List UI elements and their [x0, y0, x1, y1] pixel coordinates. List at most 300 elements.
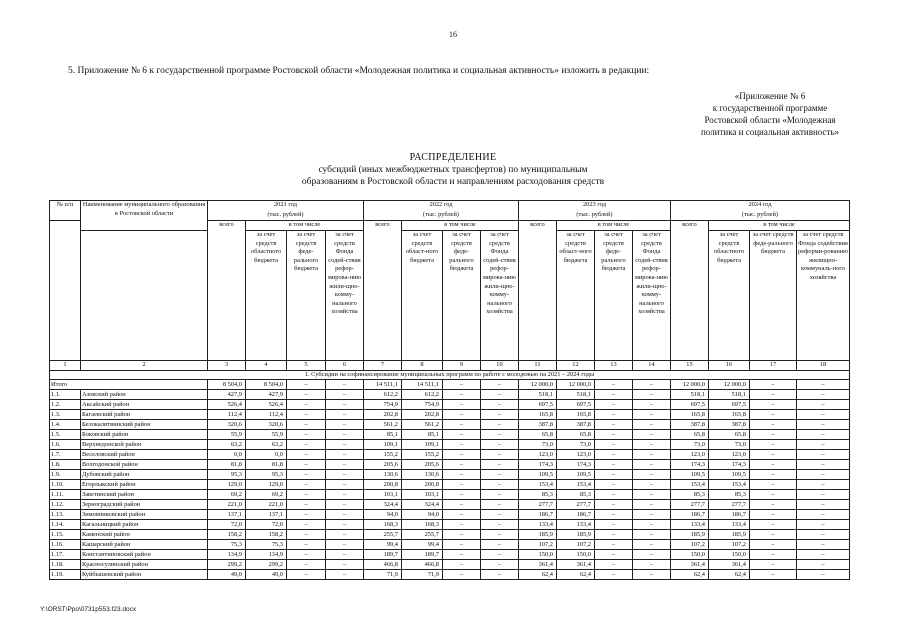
- table-cell: –: [633, 520, 671, 530]
- table-cell: –: [287, 500, 326, 510]
- table-cell: 129,0: [246, 480, 287, 490]
- table-cell: –: [595, 560, 633, 570]
- table-cell: 12 000,0: [519, 380, 557, 390]
- table-cell: 65,8: [671, 430, 709, 440]
- table-cell: –: [797, 520, 850, 530]
- table-row: [50, 410, 850, 420]
- table-cell: 185,9: [519, 530, 557, 540]
- table-cell: –: [797, 420, 850, 430]
- table-cell: 109,5: [519, 470, 557, 480]
- table-cell: 14 511,1: [402, 380, 443, 390]
- table-cell: 85,3: [671, 490, 709, 500]
- table-cell: 103,1: [402, 490, 443, 500]
- table-cell: –: [287, 460, 326, 470]
- table-cell: –: [595, 440, 633, 450]
- header-housing-fund: за счет средств Фонда содей-ствия рефор-мирова-нию жили-щно-комму-нального хозяйства: [481, 231, 519, 361]
- row-number: 1.17.: [50, 550, 81, 560]
- table-cell: 8 504,0: [246, 380, 287, 390]
- column-number: 4: [246, 361, 287, 371]
- table-cell: –: [481, 420, 519, 430]
- row-number: 1.7.: [50, 450, 81, 460]
- table-cell: 14 511,1: [364, 380, 402, 390]
- table-cell: 99,4: [402, 540, 443, 550]
- table-row: [50, 390, 850, 400]
- table-cell: 85,1: [402, 430, 443, 440]
- table-cell: –: [443, 380, 481, 390]
- table-cell: –: [443, 430, 481, 440]
- table-cell: 255,7: [402, 530, 443, 540]
- column-number: 9: [443, 361, 481, 371]
- municipality-name: Багаевский район: [81, 410, 208, 420]
- table-cell: –: [750, 440, 797, 450]
- header-unit: (тыс. рублей): [208, 211, 364, 221]
- table-cell: –: [595, 400, 633, 410]
- table-cell: 361,4: [671, 560, 709, 570]
- section-title: 1. Субсидии на софинансирование муниципальных программ по работе с молодежью на 2021 – 2024 годы: [50, 370, 850, 380]
- row-number: 1.19.: [50, 570, 81, 580]
- header-federal-budget: за счет средств феде-рального бюджета: [443, 231, 481, 361]
- header-federal-budget: за счет средств феде-рального бюджета: [750, 231, 797, 361]
- total-row: [50, 380, 850, 390]
- row-number: 1.1.: [50, 390, 81, 400]
- table-cell: 62,4: [709, 570, 750, 580]
- table-cell: –: [481, 530, 519, 540]
- row-number: 1.14.: [50, 520, 81, 530]
- table-cell: 174,3: [519, 460, 557, 470]
- table-row: [50, 440, 850, 450]
- table-cell: 361,4: [557, 560, 595, 570]
- table-cell: –: [750, 570, 797, 580]
- table-cell: –: [287, 540, 326, 550]
- table-cell: –: [750, 420, 797, 430]
- intro-paragraph: 5. Приложение № 6 к государственной программе Ростовской области «Молодежная политика и социальная активность» изложить в редакции:: [68, 66, 650, 76]
- table-cell: –: [797, 560, 850, 570]
- table-cell: –: [326, 420, 364, 430]
- table-cell: –: [443, 460, 481, 470]
- table-cell: 186,7: [671, 510, 709, 520]
- table-cell: –: [481, 570, 519, 580]
- municipality-name: Боковский район: [81, 430, 208, 440]
- header-including: в том числе: [402, 221, 519, 231]
- table-cell: –: [326, 560, 364, 570]
- table-row: [50, 480, 850, 490]
- table-cell: 73,0: [709, 440, 750, 450]
- header-total: всего: [519, 221, 557, 361]
- table-cell: –: [595, 450, 633, 460]
- table-cell: 754,9: [402, 400, 443, 410]
- column-number: 10: [481, 361, 519, 371]
- table-cell: –: [326, 450, 364, 460]
- column-number: 16: [709, 361, 750, 371]
- table-cell: –: [633, 440, 671, 450]
- table-cell: 75,3: [208, 540, 246, 550]
- table-cell: 123,0: [557, 450, 595, 460]
- table-cell: –: [326, 400, 364, 410]
- row-number: 1.15.: [50, 530, 81, 540]
- table-cell: 324,4: [402, 500, 443, 510]
- table-cell: 466,8: [402, 560, 443, 570]
- table-row: [50, 530, 850, 540]
- table-cell: 137,1: [208, 510, 246, 520]
- table-cell: 8 504,0: [208, 380, 246, 390]
- municipality-name: Веселовский район: [81, 450, 208, 460]
- column-number: 6: [326, 361, 364, 371]
- title-subline: образованиям в Ростовской области и направлениям расходования средств: [301, 177, 605, 187]
- table-cell: –: [595, 470, 633, 480]
- table-cell: –: [633, 570, 671, 580]
- table-cell: 73,0: [671, 440, 709, 450]
- table-cell: –: [287, 490, 326, 500]
- table-cell: –: [326, 460, 364, 470]
- table-cell: –: [750, 490, 797, 500]
- table-cell: –: [443, 420, 481, 430]
- table-cell: –: [633, 450, 671, 460]
- table-cell: 150,0: [709, 550, 750, 560]
- table-cell: –: [287, 560, 326, 570]
- table-cell: 150,0: [671, 550, 709, 560]
- table-cell: –: [443, 570, 481, 580]
- table-cell: 324,4: [364, 500, 402, 510]
- table-cell: –: [797, 510, 850, 520]
- table-cell: –: [326, 530, 364, 540]
- table-cell: 165,8: [671, 410, 709, 420]
- header-including: в том числе: [246, 221, 364, 231]
- header-unit: (тыс. рублей): [364, 211, 519, 221]
- table-cell: –: [443, 540, 481, 550]
- table-cell: –: [797, 390, 850, 400]
- table-cell: 150,0: [519, 550, 557, 560]
- table-cell: –: [633, 510, 671, 520]
- table-cell: –: [595, 530, 633, 540]
- table-cell: –: [750, 400, 797, 410]
- table-cell: 518,1: [671, 390, 709, 400]
- table-cell: 697,5: [557, 400, 595, 410]
- table-cell: 427,9: [246, 390, 287, 400]
- table-cell: –: [326, 410, 364, 420]
- table-cell: –: [443, 400, 481, 410]
- table-cell: –: [797, 430, 850, 440]
- table-cell: –: [287, 570, 326, 580]
- table-cell: –: [443, 530, 481, 540]
- table-cell: –: [287, 470, 326, 480]
- table-cell: –: [750, 510, 797, 520]
- table-cell: 71,9: [402, 570, 443, 580]
- table-cell: –: [633, 530, 671, 540]
- table-cell: –: [797, 400, 850, 410]
- column-number: 7: [364, 361, 402, 371]
- table-cell: –: [750, 550, 797, 560]
- header-year-2022: 2022 год: [364, 201, 519, 211]
- table-cell: –: [797, 410, 850, 420]
- column-number: 2: [81, 361, 208, 371]
- table-row: [50, 490, 850, 500]
- table-cell: –: [633, 460, 671, 470]
- table-cell: 387,8: [557, 420, 595, 430]
- table-cell: 134,9: [208, 550, 246, 560]
- column-number: 11: [519, 361, 557, 371]
- row-number: 1.10.: [50, 480, 81, 490]
- table-cell: –: [481, 440, 519, 450]
- table-cell: 95,3: [208, 470, 246, 480]
- table-cell: –: [481, 380, 519, 390]
- table-cell: 299,2: [246, 560, 287, 570]
- table-row: [50, 450, 850, 460]
- municipality-name: Красносулинский район: [81, 560, 208, 570]
- table-cell: 185,9: [671, 530, 709, 540]
- table-cell: 94,0: [402, 510, 443, 520]
- table-cell: –: [326, 520, 364, 530]
- table-cell: 518,1: [709, 390, 750, 400]
- header-regional-budget: за счет средств област-ного бюджета: [402, 231, 443, 361]
- table-cell: –: [287, 390, 326, 400]
- table-cell: –: [750, 450, 797, 460]
- table-cell: –: [633, 500, 671, 510]
- row-number: 1.5.: [50, 430, 81, 440]
- table-cell: 107,2: [709, 540, 750, 550]
- table-cell: 73,0: [557, 440, 595, 450]
- table-cell: –: [443, 500, 481, 510]
- table-cell: –: [797, 380, 850, 390]
- table-cell: 466,8: [364, 560, 402, 570]
- table-cell: –: [287, 400, 326, 410]
- appendix-line: «Приложение № 6: [734, 91, 806, 101]
- header-federal-budget: за счет средств феде-рального бюджета: [595, 231, 633, 361]
- table-cell: 186,7: [709, 510, 750, 520]
- header-year-2024: 2024 год: [671, 201, 850, 211]
- table-cell: 427,9: [208, 390, 246, 400]
- table-cell: –: [443, 440, 481, 450]
- table-cell: –: [595, 520, 633, 530]
- table-cell: 130,6: [364, 470, 402, 480]
- table-cell: 155,2: [364, 450, 402, 460]
- table-cell: –: [797, 530, 850, 540]
- table-cell: –: [481, 550, 519, 560]
- table-cell: 81,8: [246, 460, 287, 470]
- table-row: [50, 550, 850, 560]
- row-number: 1.9.: [50, 470, 81, 480]
- column-number: 5: [287, 361, 326, 371]
- table-cell: –: [750, 410, 797, 420]
- table-cell: –: [326, 570, 364, 580]
- table-cell: 185,9: [557, 530, 595, 540]
- header-housing-fund: за счет средств Фонда содействия реформи-рованию жилищно-коммуналь-ного хозяйства: [797, 231, 850, 361]
- table-cell: 561,2: [364, 420, 402, 430]
- table-cell: 205,6: [364, 460, 402, 470]
- table-cell: –: [481, 490, 519, 500]
- table-cell: 62,4: [557, 570, 595, 580]
- table-cell: –: [797, 500, 850, 510]
- table-cell: 277,7: [709, 500, 750, 510]
- table-cell: 69,2: [208, 490, 246, 500]
- table-cell: –: [443, 470, 481, 480]
- header-housing-fund: за счет средств Фонда содей-ствия рефор-мирова-нию жили-щно-комму-нального хозяйства: [633, 231, 671, 361]
- table-cell: 73,0: [519, 440, 557, 450]
- table-row: [50, 540, 850, 550]
- table-cell: –: [443, 550, 481, 560]
- table-cell: 109,5: [557, 470, 595, 480]
- table-cell: –: [481, 390, 519, 400]
- table-cell: 12 000,0: [671, 380, 709, 390]
- table-cell: 221,0: [246, 500, 287, 510]
- table-cell: –: [481, 500, 519, 510]
- header-total: всего: [208, 221, 246, 361]
- table-cell: 320,6: [246, 420, 287, 430]
- row-number: 1.12.: [50, 500, 81, 510]
- municipality-name: Верхнедонской район: [81, 440, 208, 450]
- table-cell: 123,0: [709, 450, 750, 460]
- header-name-blank: [81, 231, 208, 361]
- table-cell: –: [750, 460, 797, 470]
- table-cell: 158,2: [208, 530, 246, 540]
- table-cell: 153,4: [671, 480, 709, 490]
- municipality-name: Кагальницкий район: [81, 520, 208, 530]
- table-cell: –: [443, 520, 481, 530]
- document-title: [0, 152, 906, 188]
- table-cell: 277,7: [557, 500, 595, 510]
- municipality-name: Константиновский район: [81, 550, 208, 560]
- column-number: 15: [671, 361, 709, 371]
- table-cell: –: [595, 410, 633, 420]
- table-cell: 109,1: [364, 440, 402, 450]
- table-cell: –: [287, 480, 326, 490]
- table-cell: –: [797, 440, 850, 450]
- column-number: 12: [557, 361, 595, 371]
- header-regional-budget: за счет средств областного бюджета: [246, 231, 287, 361]
- column-number: 14: [633, 361, 671, 371]
- row-number: 1.4.: [50, 420, 81, 430]
- table-cell: 200,8: [402, 480, 443, 490]
- table-cell: 137,1: [246, 510, 287, 520]
- header-total: всего: [671, 221, 709, 361]
- table-cell: –: [443, 560, 481, 570]
- table-cell: –: [326, 380, 364, 390]
- table-cell: 277,7: [671, 500, 709, 510]
- table-cell: 165,8: [519, 410, 557, 420]
- header-total: всего: [364, 221, 402, 361]
- table-cell: 561,2: [402, 420, 443, 430]
- table-cell: –: [797, 450, 850, 460]
- table-cell: 49,0: [246, 570, 287, 580]
- table-cell: 255,7: [364, 530, 402, 540]
- table-cell: –: [287, 510, 326, 520]
- table-cell: –: [481, 510, 519, 520]
- table-cell: –: [797, 460, 850, 470]
- column-number-row: [50, 361, 850, 371]
- table-cell: 168,3: [364, 520, 402, 530]
- table-cell: 133,4: [557, 520, 595, 530]
- table-cell: –: [287, 380, 326, 390]
- distribution-table: [49, 200, 850, 580]
- title-subline: субсидий (иных межбюджетных трансфертов) по муниципальным: [318, 165, 588, 175]
- table-cell: 153,4: [557, 480, 595, 490]
- table-cell: 85,3: [557, 490, 595, 500]
- table-cell: –: [326, 480, 364, 490]
- table-cell: 361,4: [519, 560, 557, 570]
- table-cell: –: [287, 530, 326, 540]
- table-cell: –: [633, 470, 671, 480]
- column-number: 3: [208, 361, 246, 371]
- table-cell: 130,6: [402, 470, 443, 480]
- table-cell: –: [287, 430, 326, 440]
- table-cell: 65,8: [709, 430, 750, 440]
- table-cell: –: [481, 540, 519, 550]
- table-cell: 174,3: [709, 460, 750, 470]
- table-cell: –: [633, 420, 671, 430]
- table-cell: 186,7: [557, 510, 595, 520]
- table-cell: 85,3: [709, 490, 750, 500]
- table-cell: 62,4: [671, 570, 709, 580]
- municipality-name: Дубовский район: [81, 470, 208, 480]
- header-including: в том числе: [709, 221, 850, 231]
- table-cell: –: [797, 470, 850, 480]
- table-cell: –: [797, 490, 850, 500]
- municipality-name: Егорлыкский район: [81, 480, 208, 490]
- row-number: 1.2.: [50, 400, 81, 410]
- table-cell: 112,4: [246, 410, 287, 420]
- table-cell: 526,4: [246, 400, 287, 410]
- column-number: 17: [750, 361, 797, 371]
- table-cell: 71,9: [364, 570, 402, 580]
- table-cell: –: [443, 410, 481, 420]
- table-cell: 55,9: [246, 430, 287, 440]
- table-cell: 221,0: [208, 500, 246, 510]
- table-cell: –: [287, 520, 326, 530]
- table-row: [50, 560, 850, 570]
- table-cell: 99,4: [364, 540, 402, 550]
- table-cell: 107,2: [671, 540, 709, 550]
- table-cell: 518,1: [557, 390, 595, 400]
- header-name: Наименование муниципального образования в Ростовской области: [81, 201, 208, 231]
- table-body: [50, 380, 850, 580]
- column-number: 13: [595, 361, 633, 371]
- table-cell: –: [595, 460, 633, 470]
- row-number: 1.8.: [50, 460, 81, 470]
- municipality-name: Каменский район: [81, 530, 208, 540]
- municipality-name: Зимовниковский район: [81, 510, 208, 520]
- header-regional-budget: за счет средств област-ного бюджета: [557, 231, 595, 361]
- table-cell: –: [595, 490, 633, 500]
- table-cell: 387,8: [671, 420, 709, 430]
- table-cell: –: [633, 560, 671, 570]
- table-cell: 109,5: [709, 470, 750, 480]
- table-cell: 133,4: [519, 520, 557, 530]
- table-row: [50, 510, 850, 520]
- table-cell: 63,2: [246, 440, 287, 450]
- table-row: [50, 500, 850, 510]
- table-cell: –: [750, 530, 797, 540]
- footer-file-path: Y:\ORST\Ppo\0731p553.f23.docx: [40, 606, 137, 613]
- table-cell: –: [797, 540, 850, 550]
- table-cell: 12 000,0: [709, 380, 750, 390]
- table-cell: –: [443, 490, 481, 500]
- table-cell: 85,3: [519, 490, 557, 500]
- table-cell: –: [750, 560, 797, 570]
- table-cell: 65,8: [519, 430, 557, 440]
- page-number: 16: [449, 30, 457, 39]
- table-cell: –: [633, 400, 671, 410]
- table-cell: –: [326, 440, 364, 450]
- table-cell: –: [595, 380, 633, 390]
- header-unit: (тыс. рублей): [519, 211, 671, 221]
- table-cell: –: [750, 390, 797, 400]
- table-cell: –: [633, 430, 671, 440]
- header-no-blank: [50, 221, 81, 361]
- table-cell: 63,2: [208, 440, 246, 450]
- municipality-name: Куйбышевский район: [81, 570, 208, 580]
- table-cell: 49,0: [208, 570, 246, 580]
- header-federal-budget: за счет средств феде-рального бюджета: [287, 231, 326, 361]
- table-cell: 75,3: [246, 540, 287, 550]
